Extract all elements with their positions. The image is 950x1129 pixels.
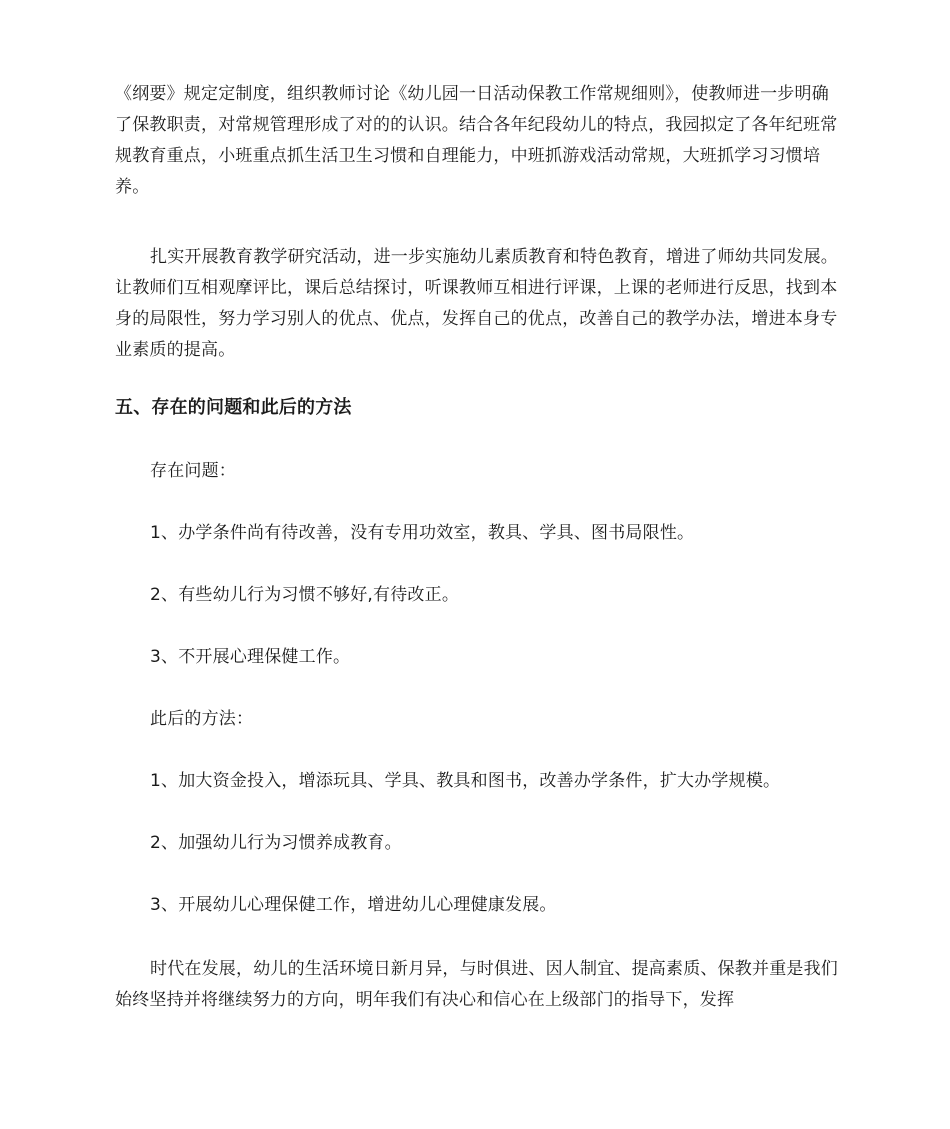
section-heading: 五、存在的问题和此后的方法 xyxy=(115,397,352,418)
paragraph-closing: 时代在发展，幼儿的生活环境日新月异，与时俱进、因人制宜、提高素质、保教并重是我们始终坚持并将继续努力的方向，明年我们有决心和信心在上级部门的指导下，发挥 xyxy=(115,959,838,1010)
method-item-3: 3、开展幼儿心理保健工作，增进幼儿心理健康发展。 xyxy=(150,895,557,915)
methods-label: 此后的方法： xyxy=(150,709,254,729)
problem-item-2: 2、有些幼儿行为习惯不够好,有待改正。 xyxy=(150,585,460,605)
problem-item-1: 1、办学条件尚有待改善，没有专用功效室，教具、学具、图书局限性。 xyxy=(150,523,695,543)
paragraph-routine-management: 《纲要》规定定制度，组织教师讨论《幼儿园一日活动保教工作常规细则》，使教师进一步明确了保教职责，对常规管理形成了对的的认识。结合各年纪段幼儿的特点，我园拟定了各年纪班常规教育重点，小班重点抓生活卫生习惯和自理能力，中班抓游戏活动常规，大班抓学习习惯培养。 xyxy=(115,84,838,197)
method-item-2: 2、加强幼儿行为习惯养成教育。 xyxy=(150,833,402,853)
paragraph-teaching-research: 扎实开展教育教学研究活动，进一步实施幼儿素质教育和特色教育，增进了师幼共同发展。让教师们互相观摩评比，课后总结探讨，听课教师互相进行评课，上课的老师进行反思，找到本身的局限性，努力学习别人的优点、优点，发挥自己的优点，改善自己的教学办法，增进本身专业素质的提高。 xyxy=(115,247,838,360)
problems-label: 存在问题： xyxy=(150,461,236,481)
method-item-1: 1、加大资金投入，增添玩具、学具、教具和图书，改善办学条件，扩大办学规模。 xyxy=(150,771,781,791)
problem-item-3: 3、不开展心理保健工作。 xyxy=(150,647,351,667)
